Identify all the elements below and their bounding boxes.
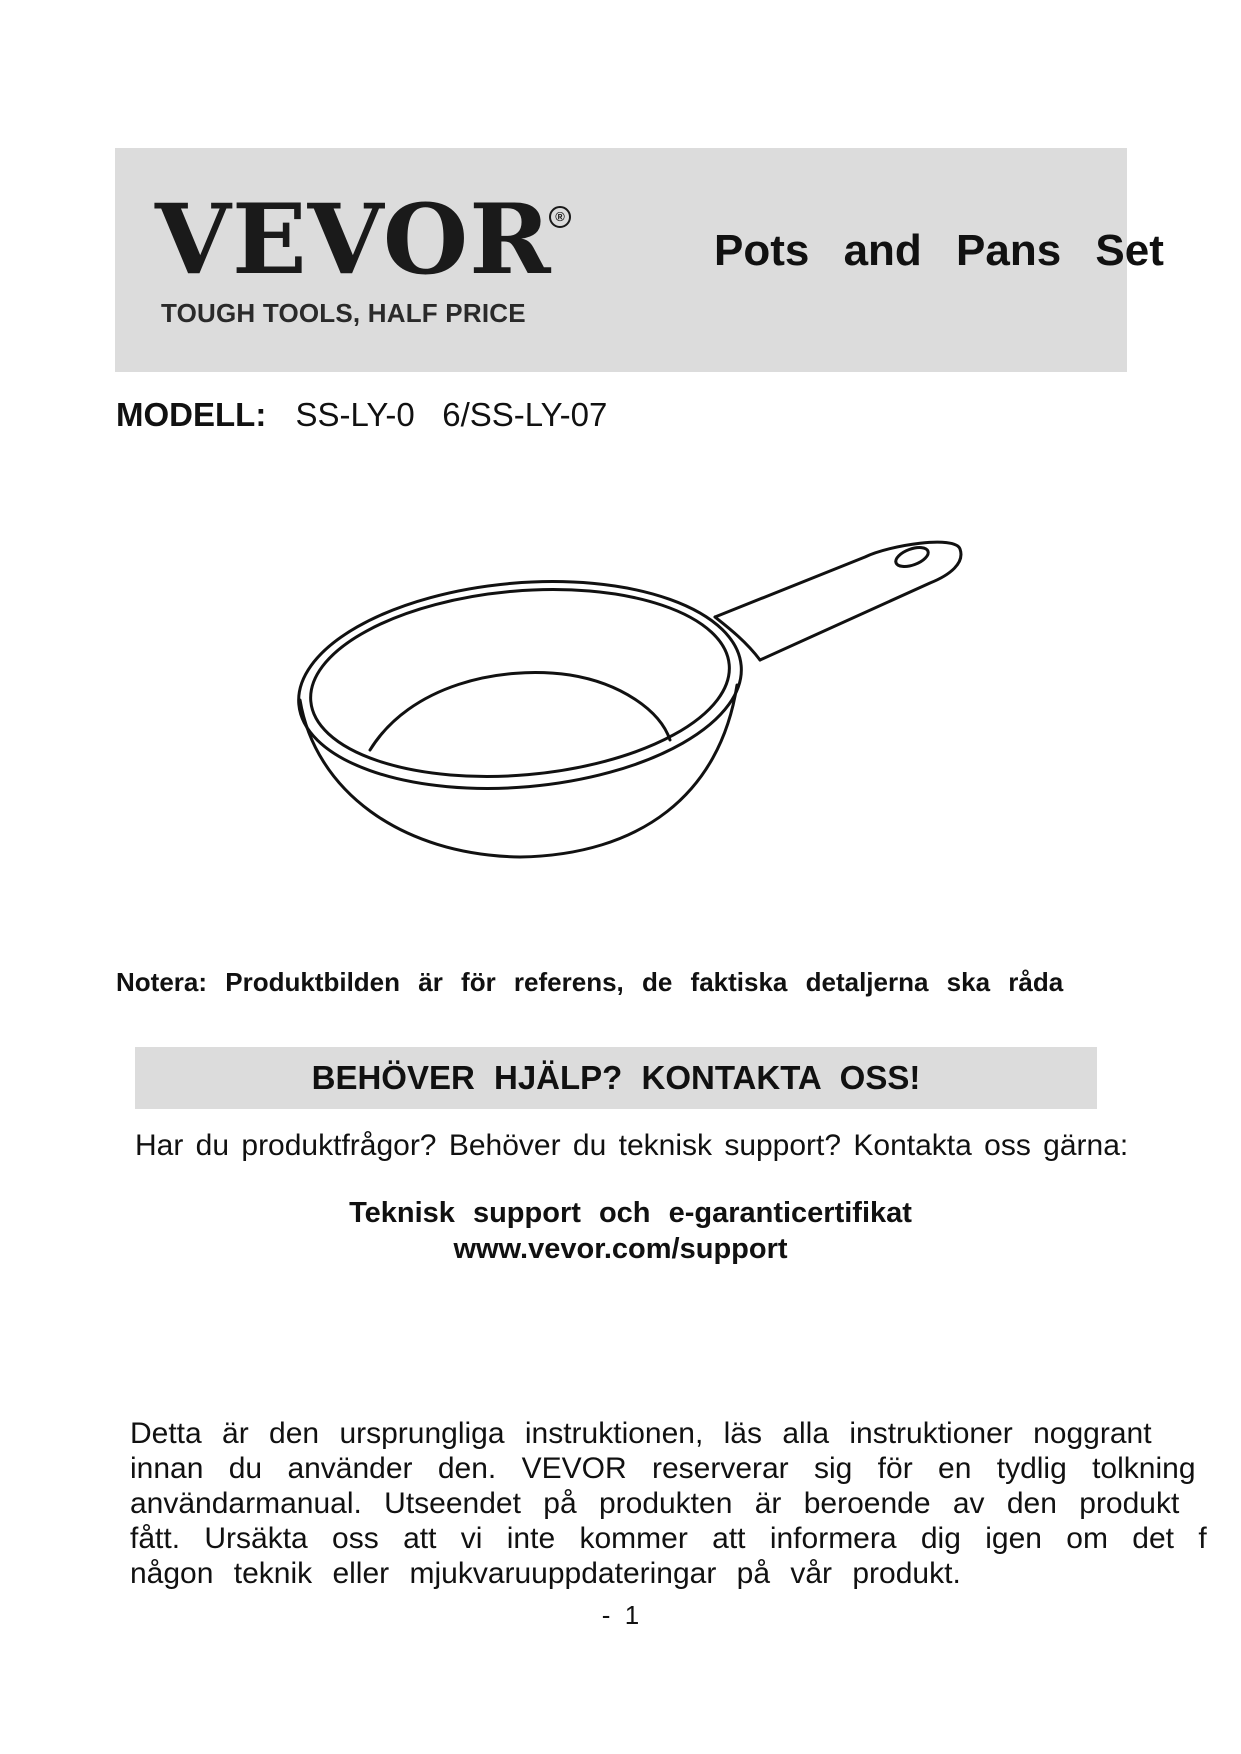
document-title: Pots and Pans Set (714, 226, 1164, 275)
disclaimer-line: användarmanual. Utseendet på produkten är beroende av den produkt (130, 1487, 1180, 1520)
disclaimer-line: innan du använder den. VEVOR reserverar sig för en tydlig tolkning (130, 1452, 1196, 1485)
help-text: Har du produktfrågor? Behöver du teknisk support? Kontakta oss gärna: (135, 1129, 1129, 1162)
model-label: MODELL: (116, 396, 267, 433)
help-banner (135, 1047, 1097, 1109)
help-title: BEHÖVER HJÄLP? KONTAKTA OSS! (311, 1059, 921, 1096)
page-number: - 1 (601, 1600, 640, 1630)
note-text: Notera: Produktbilden är för referens, de faktiska detaljerna ska råda (116, 967, 1064, 997)
support-link[interactable]: www.vevor.com/support (453, 1233, 788, 1265)
model-line (116, 396, 607, 434)
disclaimer-line: fått. Ursäkta oss att vi inte kommer att informera dig igen om det f (130, 1522, 1207, 1555)
vevor-logo (155, 183, 575, 342)
disclaimer (130, 1381, 1210, 1626)
model-value: SS-LY-0 6/SS-LY-07 (295, 396, 608, 433)
registered-mark: ® (549, 206, 571, 228)
disclaimer-line: Detta är den ursprungliga instruktionen, läs alla instruktioner noggrant (130, 1417, 1152, 1450)
logo-tagline: TOUGH TOOLS, HALF PRICE (161, 298, 526, 328)
logo-wordmark: VEVOR (155, 183, 552, 296)
pan-inner-bottom (370, 673, 670, 750)
pan-rim-outer (290, 564, 750, 806)
disclaimer-line: någon teknik eller mjukvaruuppdateringar på vår produkt. (130, 1557, 961, 1590)
pan-rim-inner (303, 573, 737, 793)
pan-bowl (300, 685, 737, 857)
support-label: Teknisk support och e-garanticertifikat (349, 1197, 912, 1229)
wok-pan-illustration (290, 535, 980, 875)
